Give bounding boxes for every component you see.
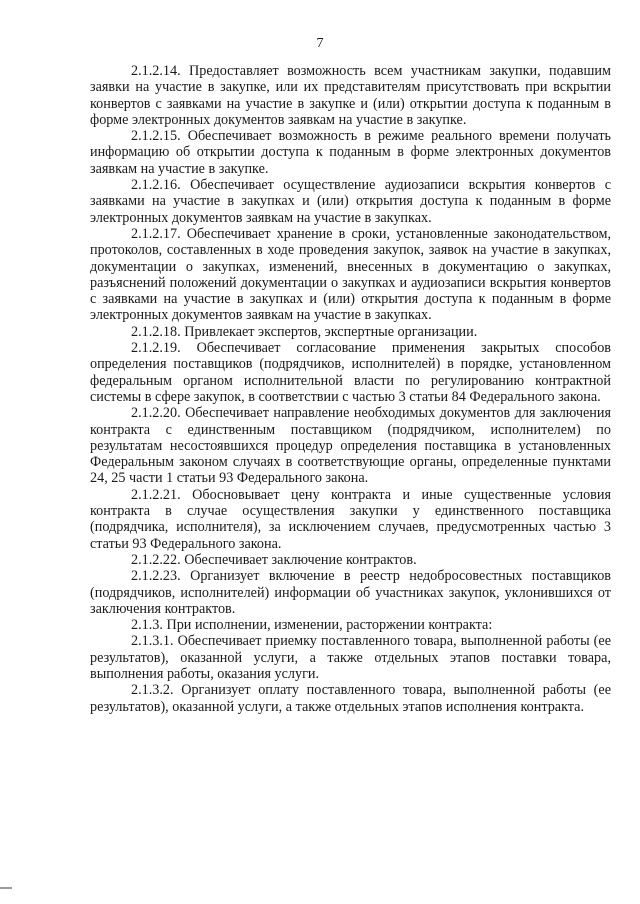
paragraph-2-1-3: 2.1.3. При исполнении, изменении, расторжении контракта: bbox=[131, 617, 493, 634]
paragraph-2-1-2-17: 2.1.2.17. Обеспечивает хранение в сроки, установленные законодательством, протоколов, составленных в ходе проведения закупок, заявок на участие в закупках, документации о закупках, изменений, внесенных в документацию о закупках, разъяснений положений документации о закупках и аудиозаписи вскрытия конвертов с заявками на участие в закупках и (или) открытия доступа к поданным в форме электронных документов заявкам на участие в закупках. bbox=[90, 225, 611, 324]
paragraph-2-1-2-22: 2.1.2.22. Обеспечивает заключение контрактов. bbox=[131, 551, 417, 568]
paragraph-2-1-2-20: 2.1.2.20. Обеспечивает направление необходимых документов для заключения контракта с единственным поставщиком (подрядчиком, исполнителем) по результатам несостоявшихся процедур определения поставщика в установленных Федеральным законом случаях в соответствующие органы, определенные пунктами 24, 25 части 1 статьи 93 Федерального закона. bbox=[90, 405, 611, 487]
paragraph-2-1-3-1: 2.1.3.1. Обеспечивает приемку поставленного товара, выполненной работы (ее результатов), оказанной услуги, а также отдельных этапов поставки товара, выполнения работы, оказания услуги. bbox=[90, 633, 611, 682]
paragraph-2-1-2-16: 2.1.2.16. Обеспечивает осуществление аудиозаписи вскрытия конвертов с заявками на участие в закупках и (или) открытия доступа к поданным в форме электронных документов заявкам на участие в закупках. bbox=[90, 177, 611, 226]
paragraph-2-1-3-2: 2.1.3.2. Организует оплату поставленного товара, выполненной работы (ее результатов), оказанной услуги, а также отдельных этапов исполнения контракта. bbox=[90, 682, 611, 715]
document-body bbox=[90, 63, 611, 715]
scan-edge-mark bbox=[0, 887, 12, 889]
paragraph-2-1-2-19: 2.1.2.19. Обеспечивает согласование применения закрытых способов определения поставщиков (подрядчиков, исполнителей) в порядке, установленном федеральным органом исполнительной власти по регулированию контрактной системы в сфере закупок, в соответствии с частью 3 статьи 84 Федерального закона. bbox=[90, 340, 611, 405]
paragraph-2-1-2-14: 2.1.2.14. Предоставляет возможность всем участникам закупки, подавшим заявки на участие в закупке, или их представителям присутствовать при вскрытии конвертов с заявками на участие в закупке и (или) открытии доступа к поданным в форме электронных документов заявкам на участие в закупке. bbox=[90, 63, 611, 128]
page-number: 7 bbox=[316, 36, 324, 51]
paragraph-2-1-2-21: 2.1.2.21. Обосновывает цену контракта и иные существенные условия контракта в случае осуществления закупки у единственного поставщика (подрядчика, исполнителя), за исключением случаев, предусмотренных частью 3 статьи 93 Федерального закона. bbox=[90, 486, 611, 552]
paragraph-2-1-2-23: 2.1.2.23. Организует включение в реестр недобросовестных поставщиков (подрядчиков, исполнителей) информации об участниках закупок, уклонившихся от заключения контрактов. bbox=[90, 568, 611, 617]
paragraph-2-1-2-15: 2.1.2.15. Обеспечивает возможность в режиме реального времени получать информацию об открытии доступа к поданным в форме электронных документов заявкам на участие в закупке. bbox=[90, 128, 611, 177]
paragraph-2-1-2-18: 2.1.2.18. Привлекает экспертов, экспертные организации. bbox=[131, 323, 478, 340]
